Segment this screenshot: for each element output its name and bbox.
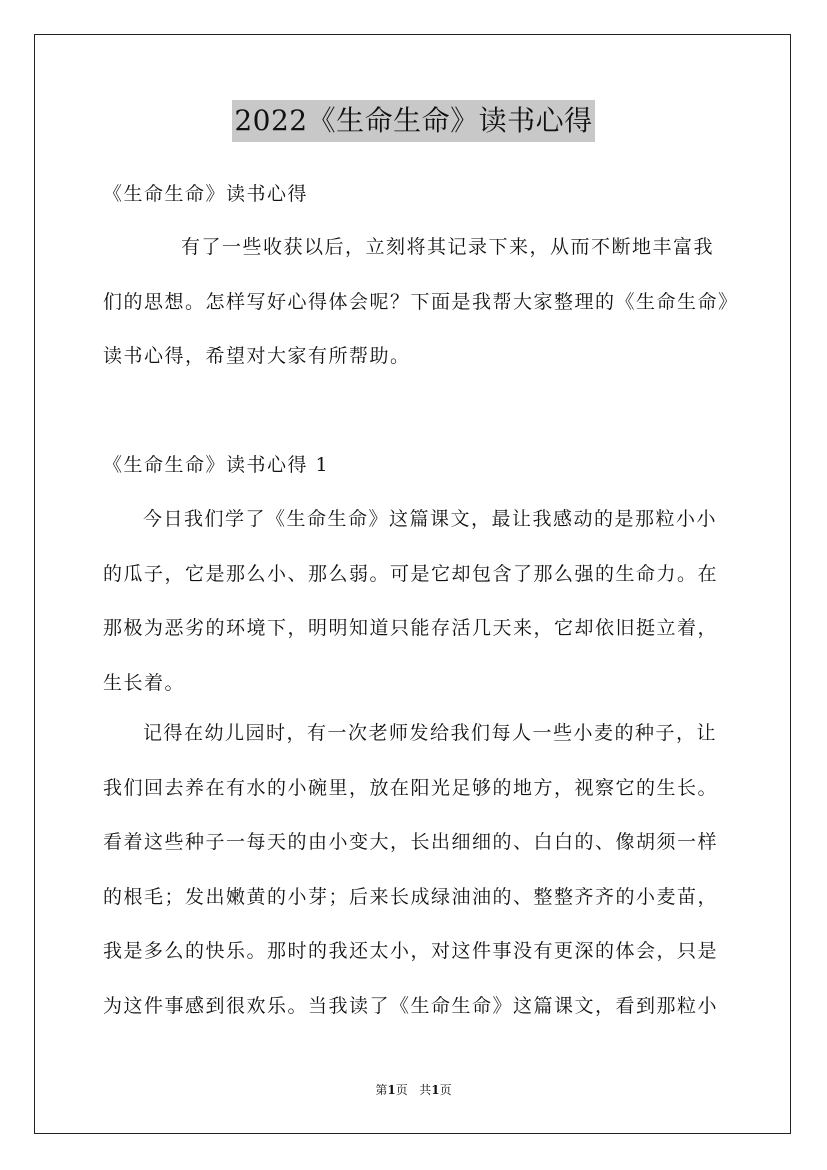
total-prefix: 共 xyxy=(419,1083,432,1097)
page-footer xyxy=(0,1081,827,1099)
intro-line: 有了一些收获以后，立刻将其记录下来，从而不断地丰富我 xyxy=(181,236,715,258)
paragraph-line: 为这件事感到很欢乐。当我读了《生命生命》这篇课文，看到那粒小 xyxy=(103,994,719,1017)
page-suffix: 页 xyxy=(395,1083,408,1097)
section-heading: 《生命生命》读书心得 1 xyxy=(103,454,330,476)
intro-line: 们的思想。怎样写好心得体会呢？下面是我帮大家整理的《生命生命》 xyxy=(103,290,739,313)
document-title: 2022《生命生命》读书心得 xyxy=(232,100,594,142)
paragraph-line: 生长着。 xyxy=(103,671,186,694)
paragraph-line: 我是多么的快乐。那时的我还太小，对这件事没有更深的体会，只是 xyxy=(103,940,719,962)
page-prefix: 第 xyxy=(375,1083,388,1097)
document-subtitle: 《生命生命》读书心得 xyxy=(103,183,309,205)
total-pages: 1 xyxy=(431,1083,440,1097)
paragraph-line: 记得在幼儿园时，有一次老师发给我们每人一些小麦的种子，让 xyxy=(143,722,718,744)
intro-paragraph xyxy=(103,220,743,384)
paragraph-line: 那极为恶劣的环境下，明明知道只能存活几天来，它却依旧挺立着， xyxy=(103,617,719,639)
intro-line: 读书心得，希望对大家有所帮助。 xyxy=(103,345,411,367)
paragraph-1 xyxy=(103,492,743,710)
page-number: 1 xyxy=(387,1083,396,1097)
paragraph-line: 今日我们学了《生命生命》这篇课文，最让我感动的是那粒小小 xyxy=(143,508,718,530)
paragraph-line: 的瓜子，它是那么小、那么弱。可是它却包含了那么强的生命力。在 xyxy=(103,562,719,585)
title-container xyxy=(0,100,827,142)
paragraph-line: 的根毛；发出嫩黄的小芽；后来长成绿油油的、整整齐齐的小麦苗， xyxy=(103,885,719,908)
total-suffix: 页 xyxy=(439,1083,452,1097)
paragraph-2 xyxy=(103,706,743,1033)
paragraph-line: 我们回去养在有水的小碗里，放在阳光足够的地方，视察它的生长。 xyxy=(103,776,719,799)
paragraph-line: 看着这些种子一每天的由小变大，长出细细的、白白的、像胡须一样 xyxy=(103,831,719,853)
